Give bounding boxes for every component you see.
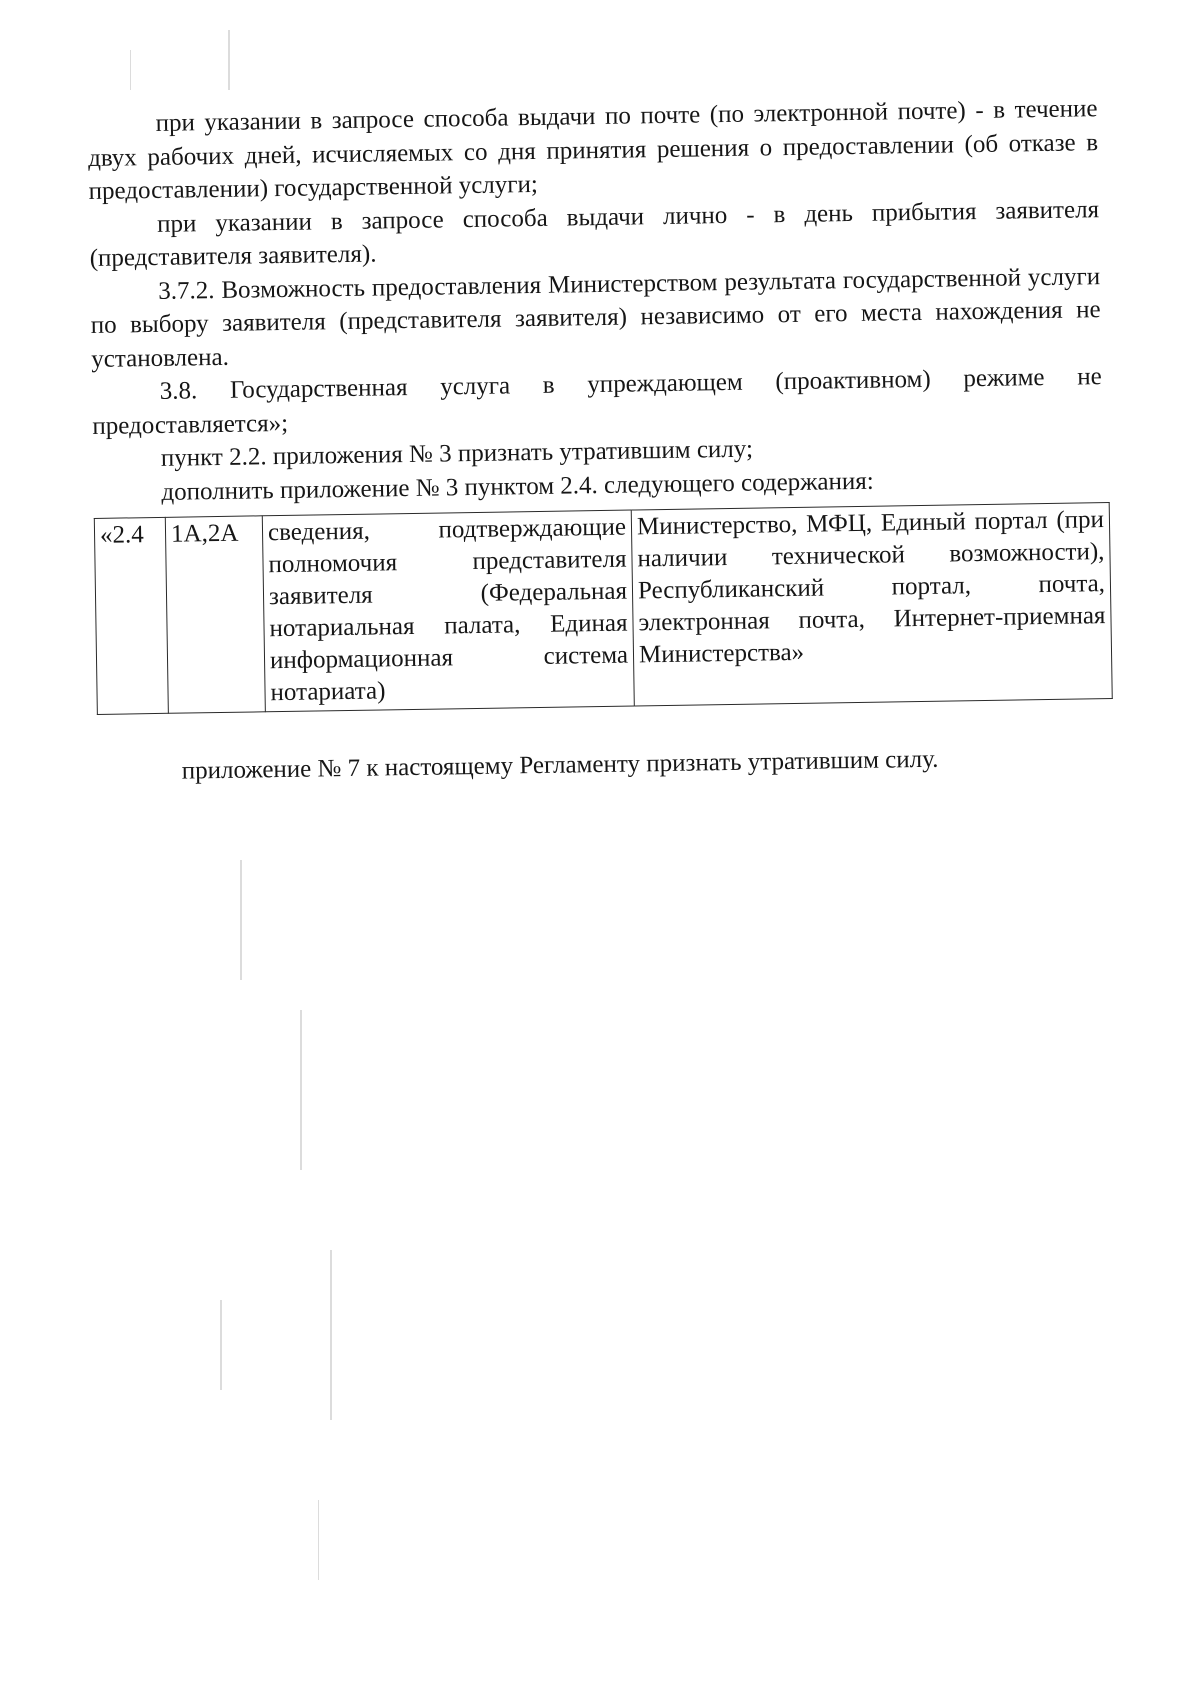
scan-artifact	[240, 860, 242, 980]
paragraph-point-2-2: пункт 2.2. приложения № 3 признать утратившим силу;	[160, 435, 754, 472]
scan-artifact	[130, 50, 131, 90]
scan-artifact	[330, 1250, 332, 1420]
scan-artifact	[318, 1500, 319, 1580]
table-row	[94, 503, 1112, 715]
insert-table	[94, 502, 1113, 715]
table-cell-number: «2.4	[94, 517, 168, 714]
paragraph-3-8: 3.8. Государственная услуга в упреждающем (проактивном) режиме не предоставляется»;	[92, 363, 1102, 440]
scan-artifact	[300, 1010, 302, 1170]
paragraph-3-7-2: 3.7.2. Возможность предоставления Министерством результата государственной услуги по выбору заявителя (представителя заявителя) независимо от его места нахождения не установлена.	[90, 262, 1101, 373]
scan-artifact	[228, 30, 230, 90]
body-text	[87, 92, 1103, 510]
paragraph-annex-7: приложение № 7 к настоящему Регламенту признать утратившим силу.	[181, 745, 939, 785]
paragraph-mail-delivery: при указании в запросе способа выдачи по почте (по электронной почте) - в течение двух рабочих дней, исчисляемых со дня принятия решения о предоставлении (об отказе в предоставлении) государственной услуги;	[87, 95, 1099, 206]
table-cell-code: 1А,2А	[165, 516, 265, 713]
scan-artifact	[220, 1300, 222, 1390]
paragraph-add-point-2-4: дополнить приложение № 3 пунктом 2.4. следующего содержания:	[161, 467, 874, 506]
table-cell-where: Министерство, МФЦ, Единый портал (при наличии технической возможности), Республиканский портал, почта, электронная почта, Интернет-приемная Министерства»	[631, 503, 1112, 706]
paragraph-personal-delivery: при указании в запросе способа выдачи лично - в день прибытия заявителя (представителя заявителя).	[89, 195, 1100, 272]
table-cell-document: сведения, подтверждающие полномочия представителя заявителя (Федеральная нотариальная палата, Единая информационная система нотариата)	[262, 510, 634, 712]
